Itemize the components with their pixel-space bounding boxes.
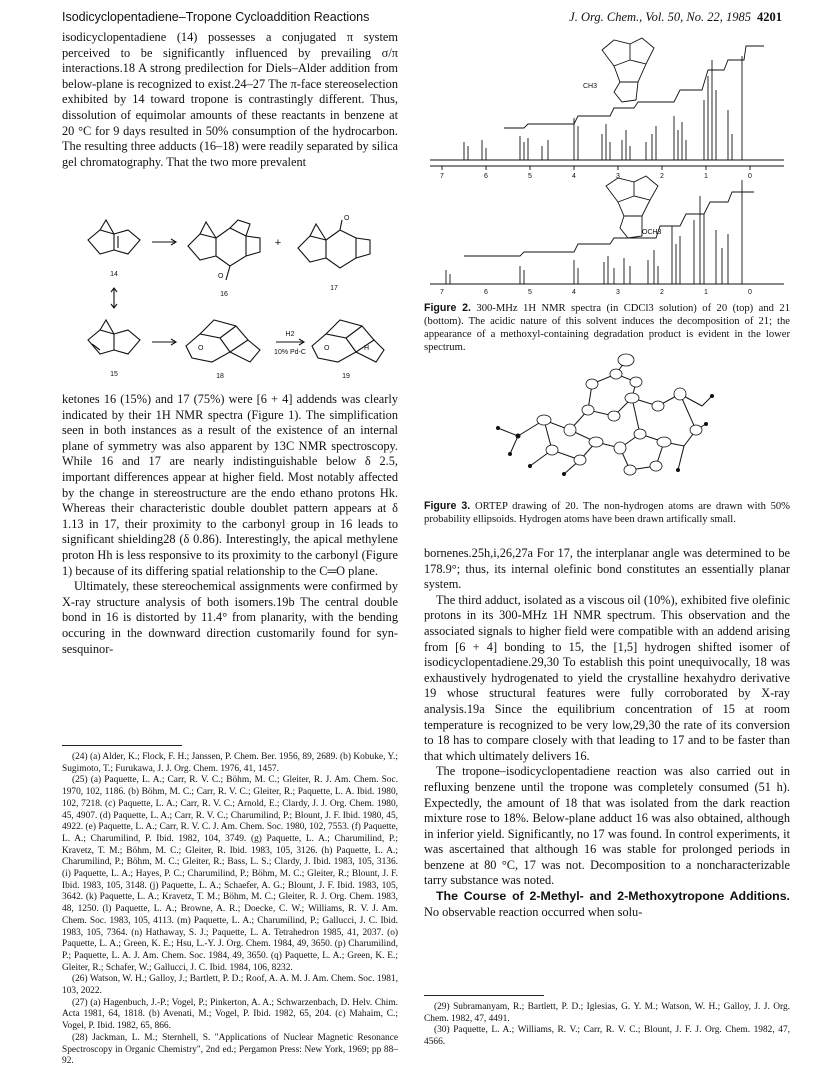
- caption-text: ORTEP drawing of 20. The non-hydrogen atoms are drawn with 50% probability ellipsoids. Hydrogen atoms have been drawn artifically small.: [424, 501, 790, 525]
- axis-tick-label: 4: [572, 289, 576, 296]
- structure-19: [312, 320, 384, 362]
- carbonyl-o: O: [324, 345, 330, 352]
- reference: (25) (a) Paquette, L. A.; Carr, R. V. C.; Böhm, M. C.; Gleiter, R. J. Am. Chem. Soc. 1970, 102, 1186. (b) Böhm, M. C.; Carr, R. V. C.; Gleiter, R.; Paquette, L. A. Ibid. 1980, 102, 7218. (c) Paquette, L. A.; Carr, R. V. C.; Arnold, E.; Clardy, J. J. Org. Chem. 1980, 45, 4907. (d) Paquette, L. A.; Carr, R. V. C.; Charumilind, P.; Blount, J. F. Ibid. 1980, 45, 4922. (e) Paquette, L. A.; Carr, R. V. C. J. Am. Chem. Soc. 1980, 102, 7553. (f) Paquette, L. A.; Charumilind, P. Ibid. 1982, 104, 3749. (g) Paquette, L. A.; Charumilind, P.; Kravetz, T. M.; Böhm, M. C.; Gleiter, R. Ibid. 1983, 105, 3126. (h) Paquette, L. A.; Charumilind, P.; Böhm, M. C.; Gleiter, R.; Bass, L. S.; Clardy, J. Ibid. 1983, 105, 3136. (i) Paquette, L. A.; Hayes, P. C.; Charumilind, P.; Böhm, M. C.; Gleiter, R.; Blount, J. F. Ibid. 1983, 105, 3148. (j) Paquette, L. A.; Schaefer, A. G.; Blount, J. F. Ibid. 1983, 105, 3642. (k) Paquette, L. A.; Kravetz, T. M.; Böhm, M. C.; Gleiter, R. J. Org. Chem. 1983, 48, 1250. (l) Paquette, L. A.; Browne, A. R.; Doecke, C. W.; Williams, R. V. J. Am. Chem. Soc. 1983, 105, 4113. (m) Paquette, L. A.; Charumilind, P.; Gallucci, J. C. Ibid. 1983, 105, 7364. (n) Hathaway, S. J.; Paquette, L. A. Tetrahedron 1985, 41, 2037. (o) Paquette, L. A.; Green, K. E.; Hsu, L.-Y. J. Org. Chem. 1984, 49, 3650. (p) Charumilind, P.; Paquette, L. A. J. Am. Chem. Soc. 1984, 49, 3650. (q) Paquette, L. A.; Green, K. E.; Gleiter, R.; Schafer, W.; Gallucci, J. C. Ibid. 1984, 106, 8232.: [62, 775, 398, 973]
- axis-tick-label: 0: [748, 289, 752, 296]
- left-column-intro: [62, 30, 398, 170]
- reference: (26) Watson, W. H.; Galloy, J.; Bartlett, P. D.; Roof, A. A. M. J. Am. Chem. Soc. 1981, 103, 2022.: [62, 974, 398, 997]
- figure-2-nmr-spectra: [424, 30, 790, 296]
- structure-20: [602, 38, 654, 102]
- paragraph: The third adduct, isolated as a viscous oil (10%), exhibited five olefinic protons in its 300-MHz 1H NMR spectrum. This observation and the associated signals to higher field were compatible with an addend arising from [6 + 4] bonding to 15, the [1,5] hydrogen shifted isomer of isodicyclopentadiene.29,30 To establish this point unequivocally, 18 was exhaustively hydrogenated to yield the crystalline hexahydro derivative 19 whose structural features were fully corroborated by X-ray analysis.19a Since the equilibrium concentration of 15 at room temperature is recognized to be very low,29,30 the rate of its conversion to 18 has to compare closely with that leading to 17 and to be faster than that which ultimately delivers 16.: [424, 592, 790, 763]
- compound-label: 16: [220, 291, 228, 298]
- axis-tick-label: 6: [484, 289, 488, 296]
- footnote-rule: [424, 995, 544, 996]
- axis-tick-label: 5: [528, 173, 532, 180]
- right-references: [424, 1002, 790, 1049]
- axis-tick-label: 7: [440, 289, 444, 296]
- structure-18: [186, 320, 260, 362]
- reagent-label: 10% Pd-C: [274, 349, 306, 356]
- axis-tick-label: 4: [572, 173, 576, 180]
- figure-label: Figure 2.: [424, 302, 471, 314]
- carbonyl-o: O: [218, 273, 224, 280]
- structure-14: [88, 220, 140, 254]
- structure-16: [188, 220, 260, 280]
- figure-label: Figure 3.: [424, 500, 471, 512]
- plus-sign: +: [274, 237, 282, 249]
- journal-citation: [569, 10, 782, 26]
- nmr-top-spectrum: [430, 38, 784, 170]
- hydrogen-h: H: [364, 345, 370, 352]
- axis-tick-label: 7: [440, 173, 444, 180]
- compound-label: 17: [330, 285, 338, 292]
- figure-3-caption: [424, 500, 790, 526]
- structure-substituent-label: OCH3: [642, 229, 662, 236]
- axis-tick-label: 1: [704, 289, 708, 296]
- compound-label: 14: [110, 271, 118, 278]
- nmr-bottom-axis-labels: [440, 229, 752, 296]
- reference: (29) Subramanyam, R.; Bartlett, P. D.; Iglesias, G. Y. M.; Watson, W. H.; Galloy, J. J. Org. Chem. 1982, 47, 4491.: [424, 1002, 790, 1024]
- arrow-right: [152, 239, 176, 245]
- journal-name: J. Org. Chem., Vol. 50, No. 22, 1985: [569, 10, 751, 24]
- nmr-bottom-spectrum: [430, 176, 784, 284]
- left-column-body: [62, 392, 398, 657]
- paragraph: isodicyclopentadiene (14) possesses a conjugated π system perceived to be significantly influenced by prevailing σ/π interactions.18 A strong predilection for Diels–Alder addition from below-plane is recognized to exist.24–27 The π-face stereoselection exhibited by 14 toward tropone is contrastingly different. Thus, dissolution of equimolar amounts of these reactants in benzene at 20 °C for 9 days resulted in 50% consumption of the hydrocarbon. The resulting three adducts (16–18) were readily separated by silica gel chromatography. That the two more prevalent: [62, 30, 398, 169]
- caption-text: 300-MHz 1H NMR spectra (in CDCl3 solution) of 20 (top) and 21 (bottom). The acidic nature of this solvent induces the decomposition of 21; the appearance of a methoxyl-containing degradation product is evident in the lower spectrum.: [424, 303, 790, 353]
- paragraph: Ultimately, these stereochemical assignments were confirmed by X-ray structure analysis of both isomers.19b The central double bond in 16 is distorted by 11.4° from planarity, with the bending occuring in the downward direction customarily found for syn-sesquinor-: [62, 579, 398, 656]
- arrow-down: [111, 288, 117, 308]
- page-number: 4201: [757, 10, 782, 24]
- paragraph: The tropone–isodicyclopentadiene reaction was also carried out in refluxing benzene until the tropone was completely consumed (51 h). Expectedly, the amount of 18 that was isolated from the dark reaction mixture rose to 18%. Below-plane adduct 16 was also obtained, although in inferior yield. Significantly, no 17 was found. In control experiments, it was ascertained that although 16 was stable for prolonged periods in benzene at 80 °C, 17 was not. Decomposition to a noncharacterizable tarry substance was noted.: [424, 764, 790, 888]
- section-heading: The Course of 2-Methyl- and 2-Methoxytropone Additions.: [436, 889, 790, 904]
- axis-tick-label: 3: [616, 173, 620, 180]
- reagent-label: H2: [285, 331, 295, 338]
- left-references: [62, 752, 398, 1068]
- compound-label: 19: [342, 373, 350, 380]
- compound-label: 15: [110, 371, 118, 378]
- structure-15: [88, 320, 140, 354]
- structure-substituent-label: CH3: [582, 83, 598, 90]
- axis-tick-label: 2: [660, 173, 664, 180]
- reference: (27) (a) Hagenbuch, J.-P.; Vogel, P.; Pinkerton, A. A.; Schwarzenbach, D. Helv. Chim. Acta 1981, 64, 1818. (b) Avenati, M.; Vogel, P. Ibid. 1982, 65, 204. (c) Mahaim, C.; Vogel, P. Ibid. 1982, 65, 866.: [62, 997, 398, 1032]
- paragraph: [424, 889, 790, 920]
- right-column-body: [424, 546, 790, 920]
- axis-tick-label: 3: [616, 289, 620, 296]
- axis-tick-label: 5: [528, 289, 532, 296]
- figure-3-ortep-drawing: [470, 350, 730, 490]
- carbonyl-o: O: [344, 215, 350, 222]
- paragraph: ketones 16 (15%) and 17 (75%) were [6 + 4] addends was clearly indicated by their 1H NMR spectra (Figure 1). The simplification seen in both instances as a result of the existence of an internal plane of symmetry was also apparent by 13C NMR spectroscopy. While 16 and 17 are nearly indistinguishable below δ 2.5, important differences appear at higher field. Most notably affected by the change in stereostructure are the endo ethano protons Hk. Whereas their characteristic double doublet pattern appears at δ 1.13 in 17, their proximity to the carbonyl group in 16 leads to significant shielding28 (δ 0.86). Interestingly, the apical methylene proton Hh is less responsive to its proximity to the carbonyl (Figure 1) because of its differing spatial relationship to the C═O plane.: [62, 392, 398, 578]
- axis-tick-label: 2: [660, 289, 664, 296]
- paragraph: bornenes.25h,i,26,27a For 17, the interplanar angle was determined to be 178.9°; thus, its internal olefinic bond constitutes an essentially planar system.: [424, 546, 790, 592]
- reaction-scheme: [80, 212, 390, 382]
- reference: (24) (a) Alder, K.; Flock, F. H.; Janssen, P. Chem. Ber. 1956, 89, 2689. (b) Kobuke, Y.; Sugimoto, T.; Furukawa, J. J. Org. Chem. 1976, 41, 1457.: [62, 752, 398, 774]
- axis-tick-label: 1: [704, 173, 708, 180]
- footnote-rule: [62, 745, 182, 746]
- carbonyl-o: O: [198, 345, 204, 352]
- reference: (28) Jackman, L. M.; Sternhell, S. "Applications of Nuclear Magnetic Resonance Spectroscopy in Organic Chemistry", 2nd ed.; Pergamon Press: New York, 1969; pp 88–92.: [62, 1032, 398, 1067]
- nmr-top-axis-labels: [440, 83, 752, 180]
- axis-tick-label: 6: [484, 173, 488, 180]
- compound-label: 18: [216, 373, 224, 380]
- figure-2-caption: [424, 302, 790, 354]
- running-title: Isodicyclopentadiene–Tropone Cycloaddition Reactions: [62, 10, 370, 24]
- axis-tick-label: 0: [748, 173, 752, 180]
- reference: (30) Paquette, L. A.; Williams, R. V.; Carr, R. V. C.; Blount, J. F. J. Org. Chem. 1982, 47, 4566.: [424, 1025, 790, 1048]
- structure-17: [298, 220, 370, 268]
- paragraph-text: No observable reaction occurred when solu-: [424, 904, 643, 919]
